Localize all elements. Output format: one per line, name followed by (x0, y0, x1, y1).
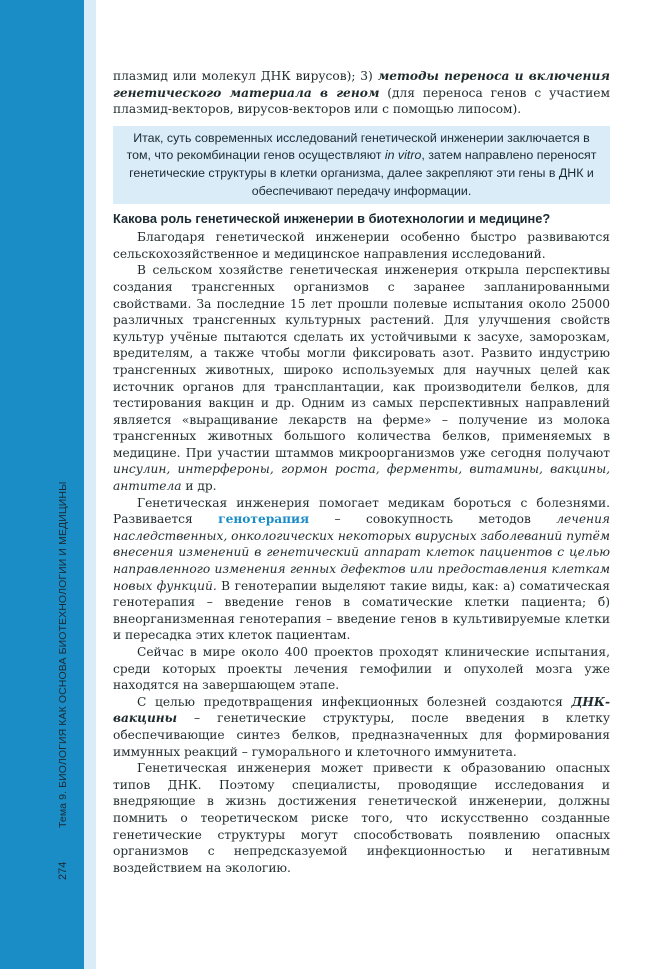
paragraph-1: Благодаря генетической инженерии особенно быстро развиваются сельскохозяйственное и медицинское направления исследований. (113, 230, 610, 261)
paragraph-agriculture (113, 262, 610, 494)
intro-paragraph (113, 68, 610, 118)
paragraph-clinical-trials: Сейчас в мире около 400 проектов проходят клинические испытания, среди которых проекты лечения гемофилии и опухолей мозга уже находятся на завершающем этапе. (113, 645, 610, 693)
term-gene-therapy: генотерапия (218, 512, 310, 527)
intro-text-2: (для переноса генов с участием плазмид-векторов, вирусов-векторов или с помощью липосом). (113, 85, 610, 117)
summary-text-1: Итак, суть современных исследований генетической инженерии заключается в том, что рекомбинации генов осуществляют (126, 130, 590, 163)
summary-text-2: , затем направлено переносят генетические структуры в клетки организма, далее закрепляют эти гены в ДНК и обеспечивают передачу информации. (129, 148, 597, 198)
agriculture-end: и др. (181, 479, 217, 494)
side-light-strip (84, 0, 96, 969)
side-color-bar (0, 0, 84, 969)
vaccines-text-1: С целью предотвращения инфекционных болезней создаются (137, 694, 572, 709)
agriculture-text: В сельском хозяйстве генетическая инженерия открыла перспективы создания трансгенных организмов с заранее запланированными свойствами. За последние 15 лет прошли полевые испытания около 25000 различных трансгенных культурных растений. Для улучшения свойств культур учёные пытаются сделать их устойчивыми к засухе, заморозкам, вредителям, а также чтобы могли фиксировать азот. Развито индустрию трансгенных животных, широко используемых для научных целей как источник органов для трансплантации, как производители белков, для тестирования вакцин и др. Одним из самых перспективных направлений является «выращивание лекарств на ферме» – получение из молока трансгенных животных большого количества белков, применяемых в медицине. При участии штаммов микроорганизмов уже сегодня получают (113, 263, 610, 460)
paragraph-dna-vaccines (113, 694, 610, 760)
gene-therapy-text-2: – совокупность методов (309, 512, 557, 527)
gene-therapy-text-3: В генотерапии выделяют такие виды, как: а) соматическая генотерапия – введение генов в соматические клетки пациента; б) внеорганизменная генотерапия – введение генов в культивируемые клетки и пересадка этих клеток пациентам. (113, 578, 610, 643)
term-dna-vaccines: ДНК-вакцины (113, 694, 610, 726)
paragraph-risks: Генетическая инженерия может привести к образованию опасных типов ДНК. Поэтому специалисты, проводящие исследования и внедряющие в жизнь достижения генетической инженерии, должны помнить о теоретическом риске того, что искусственно созданные генетические структуры могут способствовать появлению опасных организмов с непредсказуемой инфекционностью и негативным воздействием на экологию. (113, 761, 610, 875)
gene-therapy-text-1: Генетическая инженерия помогает медикам бороться с болезнями. Развивается (113, 495, 610, 527)
agriculture-products: инсулин, интерфероны, гормон роста, ферменты, витамины, вакцины, антитела (113, 462, 610, 494)
summary-box (113, 126, 610, 204)
vaccines-text-2: – генетические структуры, после введения в клетку обеспечивающие синтез белков, предназначенных для формирования иммунных реакций – гуморального и клеточного иммунитета. (113, 711, 610, 759)
gene-therapy-definition: лечения наследственных, онкологических некоторых вирусных заболеваний путём внесения изменений в генетический аппарат клеток пациентов с целью направленного изменения генных дефектов или предоставления клеткам новых функций. (113, 512, 610, 593)
page-content (113, 68, 610, 876)
summary-in-vitro: in vitro (384, 148, 422, 163)
page-number: 274 (57, 861, 69, 880)
intro-text-1: плазмид или молекул ДНК вирусов); 3) (113, 69, 378, 83)
paragraph-gene-therapy (113, 495, 610, 644)
section-heading: Какова роль генетической инженерии в биотехнологии и медицине? (113, 211, 551, 227)
intro-emphasis: методы переноса и включения генетического материала в геном (113, 69, 610, 100)
topic-label: Тема 9. БИОЛОГИЯ КАК ОСНОВА БИОТЕХНОЛОГИИ И МЕДИЦИНЫ (57, 481, 69, 828)
